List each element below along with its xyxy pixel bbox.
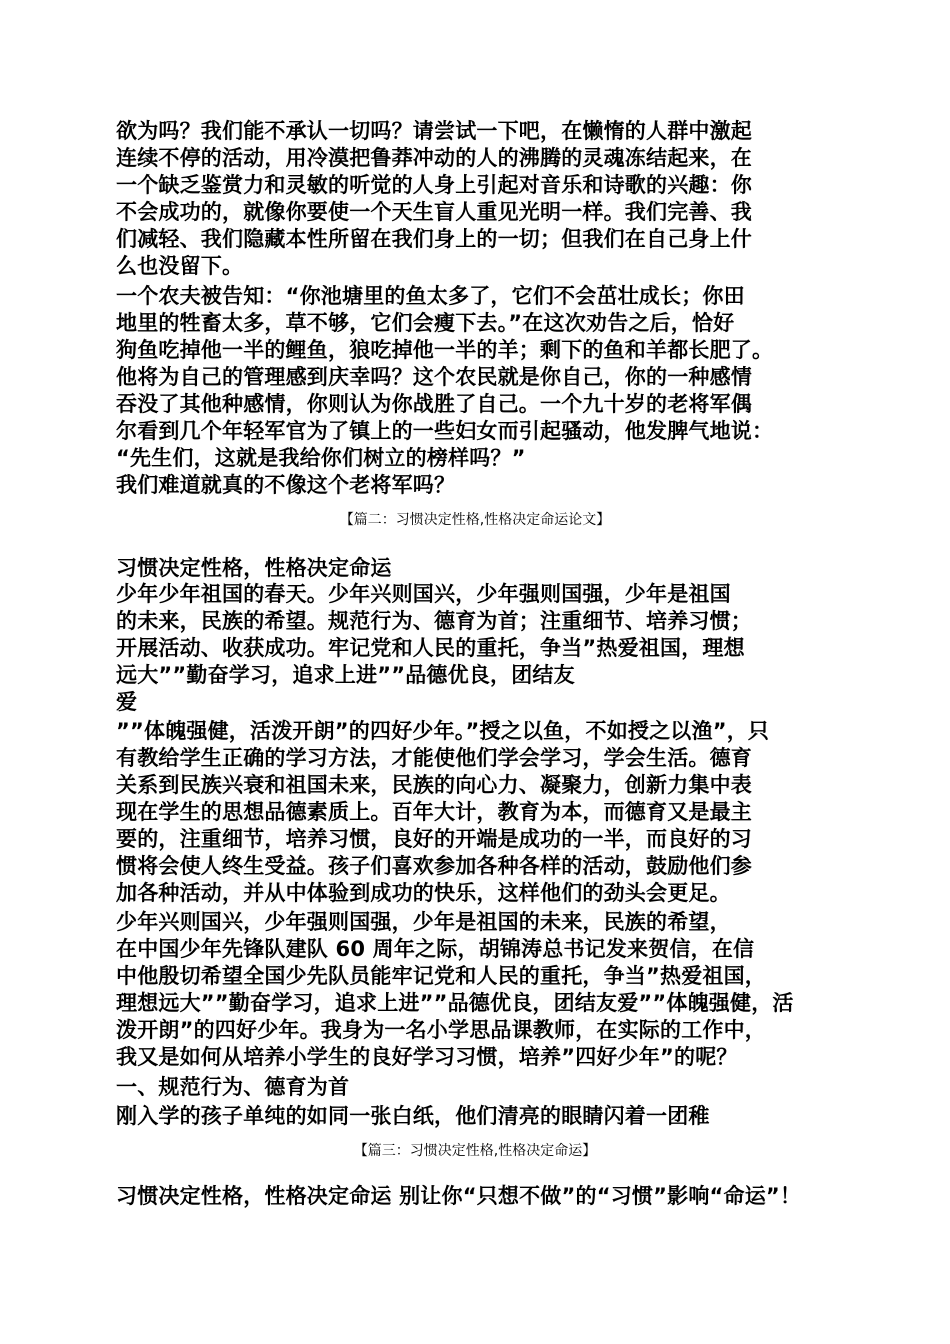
text-line: 地里的牲畜太多，草不够，它们会瘦下去。”在这次劝告之后，恰好 [116, 311, 735, 335]
text-line: 刚入学的孩子单纯的如同一张白纸，他们清亮的眼睛闪着一团稚 [116, 1104, 710, 1128]
text-line: 他将为自己的管理感到庆幸吗？这个农民就是你自己，你的一种感情 [116, 365, 752, 389]
section-subtitle: 习惯决定性格，性格决定命运 别让你“只想不做”的“习惯”影响“命运”！ [116, 1184, 802, 1208]
text-line: 狗鱼吃掉他一半的鲤鱼，狼吃掉他一半的羊；剩下的鱼和羊都长肥了。 [116, 338, 774, 362]
text-line: 在中国少年先锋队建队 60 周年之际，胡锦涛总书记发来贺信，在信 [116, 937, 755, 961]
text-line: 关系到民族兴衰和祖国未来，民族的向心力、凝聚力，创新力集中表 [116, 773, 752, 797]
text-line: 么也没留下。 [116, 254, 244, 278]
section-heading: 【篇二：习惯决定性格,性格决定命运论文】 [339, 512, 611, 528]
text-line: 的未来，民族的希望。规范行为、德育为首；注重细节、培养习惯； [116, 609, 752, 633]
text-line: “先生们，这就是我给你们树立的榜样吗？” [116, 446, 526, 470]
text-line: 要的，注重细节，培养习惯，良好的开端是成功的一半，而良好的习 [116, 827, 752, 851]
text-line: 泼开朗”的四好少年。我身为一名小学思品课教师，在实际的工作中， [116, 1018, 766, 1042]
section-subtitle: 习惯决定性格，性格决定命运 [116, 556, 392, 580]
text-line: 理想远大””勤奋学习，追求上进””品德优良，团结友爱””体魄强健，活 [116, 991, 794, 1015]
text-line: 我们难道就真的不像这个老将军吗？ [116, 473, 456, 497]
text-line: 吞没了其他种感情，你则认为你战胜了自己。一个九十岁的老将军偶 [116, 392, 752, 416]
text-line: 尔看到几个年轻军官为了镇上的一些妇女而引起骚动，他发脾气地说： [116, 419, 774, 443]
text-line: 有教给学生正确的学习方法，才能使他们学会学习，学会生活。德育 [116, 746, 752, 770]
text-line: 欲为吗？我们能不承认一切吗？请尝试一下吧，在懒惰的人群中激起 [116, 119, 752, 143]
text-line: 一个农夫被告知：“你池塘里的鱼太多了，它们不会茁壮成长；你田 [116, 284, 745, 308]
text-line: 们减轻、我们隐藏本性所留在我们身上的一切；但我们在自己身上什 [116, 227, 752, 251]
text-line: 爱 [116, 690, 138, 714]
text-line: 少年少年祖国的春天。少年兴则国兴，少年强则国强，少年是祖国 [116, 582, 731, 606]
text-line: 现在学生的思想品德素质上。百年大计，教育为本，而德育又是最主 [116, 800, 752, 824]
text-line: 惯将会使人终生受益。孩子们喜欢参加各种各样的活动，鼓励他们参 [116, 854, 752, 878]
text-line: 中他殷切希望全国少先队员能牢记党和人民的重托，争当”热爱祖国， [116, 964, 766, 988]
text-line: 远大””勤奋学习，追求上进””品德优良，团结友 [116, 663, 575, 687]
text-line: 少年兴则国兴，少年强则国强，少年是祖国的未来，民族的希望， [116, 910, 731, 934]
text-line: 加各种活动，并从中体验到成功的快乐，这样他们的劲头会更足。 [116, 881, 731, 905]
text-line: 我又是如何从培养小学生的良好学习习惯，培养”四好少年”的呢？ [116, 1045, 738, 1069]
text-line: 不会成功的，就像你要使一个天生盲人重见光明一样。我们完善、我 [116, 200, 752, 224]
text-line: 连续不停的活动，用冷漠把鲁莽冲动的人的沸腾的灵魂冻结起来，在 [116, 146, 752, 170]
text-line: 开展活动、收获成功。牢记党和人民的重托，争当”热爱祖国，理想 [116, 636, 745, 660]
section-heading: 【篇三：习惯决定性格,性格决定命运】 [353, 1143, 597, 1159]
text-line: ””体魄强健，活泼开朗”的四好少年。”授之以鱼，不如授之以渔”，只 [116, 719, 770, 743]
list-item-heading: 一、规范行为、德育为首 [116, 1075, 350, 1099]
text-line: 一个缺乏鉴赏力和灵敏的听觉的人身上引起对音乐和诗歌的兴趣：你 [116, 173, 752, 197]
